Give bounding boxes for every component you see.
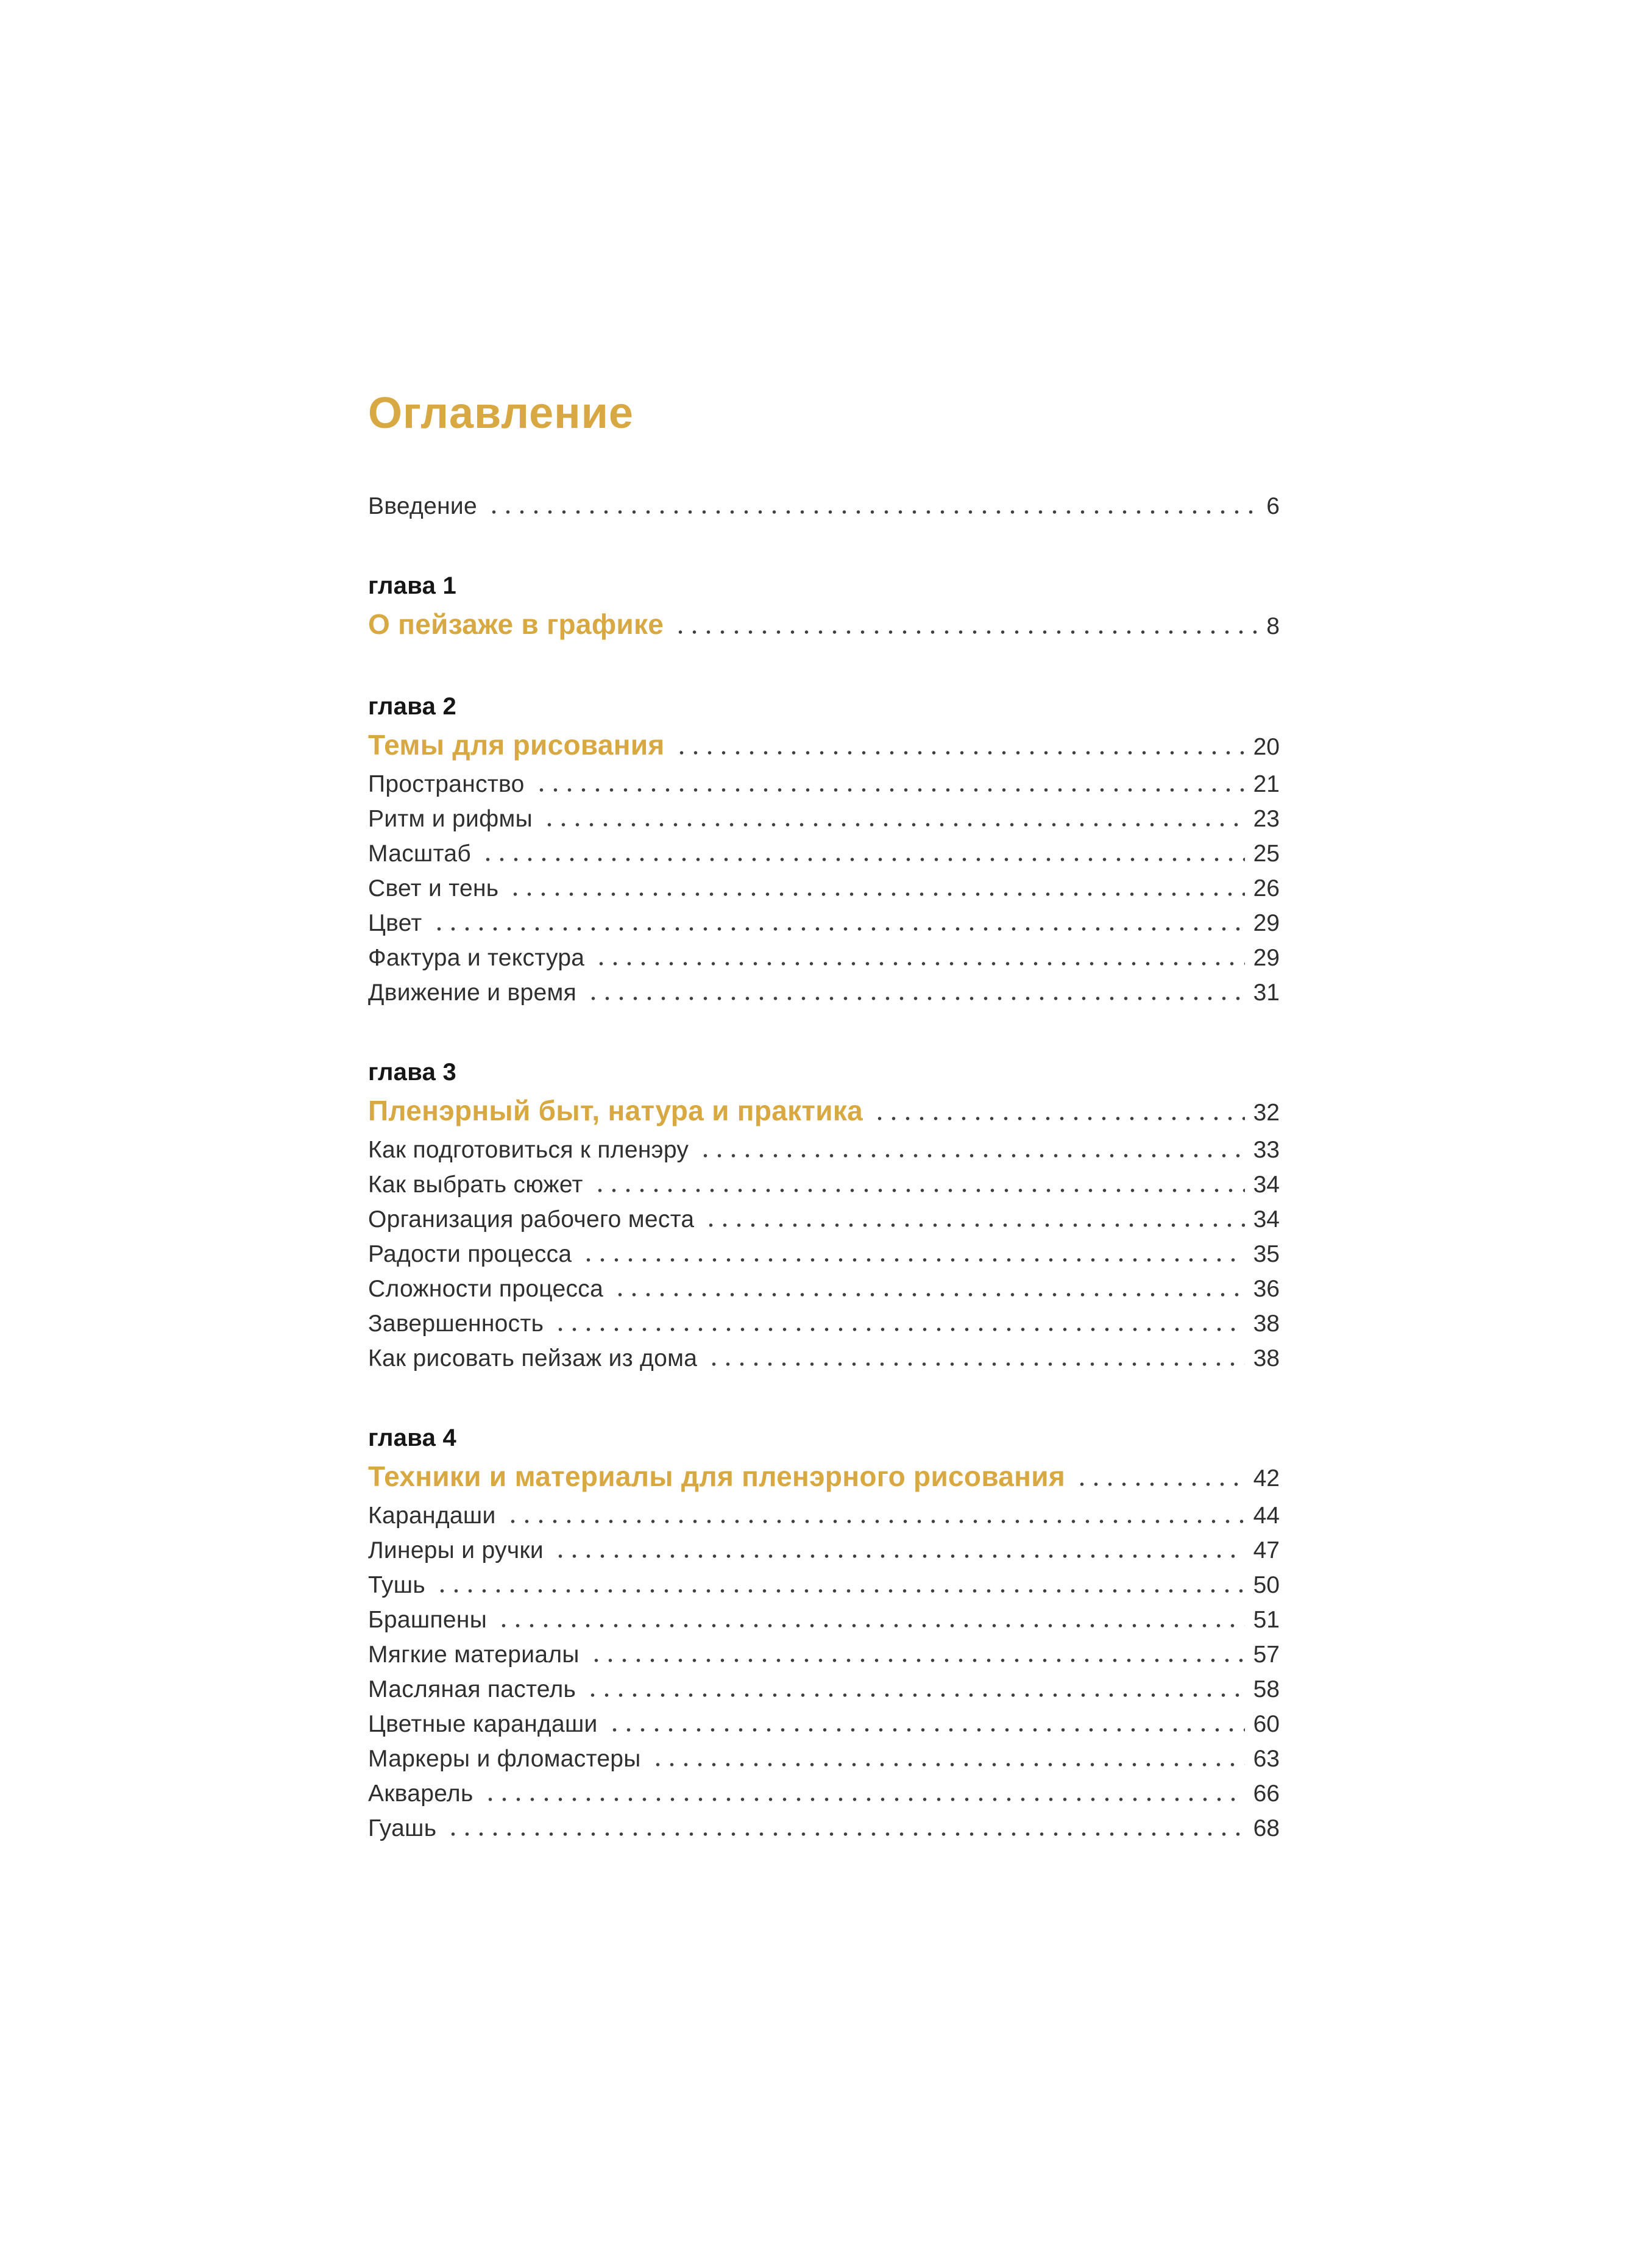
toc-entry-label: Гуашь: [368, 1815, 437, 1841]
toc-entry-page: 66: [1253, 1780, 1280, 1807]
toc-entry: [368, 1133, 1280, 1167]
toc-entry-page: 32: [1253, 1100, 1280, 1126]
chapter-items: [368, 767, 1280, 1010]
toc-entry: [368, 1568, 1280, 1602]
chapter-title-row: [368, 725, 1280, 765]
toc-entry: [368, 1237, 1280, 1272]
toc-entry-label: Линеры и ручки: [368, 1537, 544, 1563]
toc-entry-label: Как подготовиться к пленэру: [368, 1137, 689, 1163]
dot-leader: [506, 1520, 1245, 1523]
toc-entry-page: 25: [1253, 841, 1280, 867]
chapter-title: О пейзаже в графике: [368, 608, 664, 640]
dot-leader: [594, 962, 1244, 966]
dot-leader: [483, 1798, 1245, 1801]
toc-content: [368, 390, 1280, 1846]
toc-entry-page: 42: [1253, 1465, 1280, 1492]
toc-entry: [368, 1741, 1280, 1776]
toc-entry-page: 38: [1253, 1311, 1280, 1337]
toc-entry-page: 34: [1253, 1172, 1280, 1198]
dot-leader: [1075, 1482, 1245, 1486]
dot-leader: [608, 1728, 1245, 1732]
dot-leader: [481, 858, 1245, 861]
toc-entry-page: 20: [1253, 734, 1280, 760]
page-title: Оглавление: [368, 389, 634, 438]
toc-entry: [368, 802, 1280, 836]
toc-entry-label: Мягкие материалы: [368, 1642, 580, 1668]
dot-leader: [497, 1624, 1245, 1627]
dot-leader: [593, 1189, 1245, 1192]
toc-entry: [368, 767, 1280, 802]
chapter-label: глава 4: [368, 1425, 457, 1451]
toc-entry-label: Фактура и текстура: [368, 945, 585, 971]
toc-entry: [368, 1498, 1280, 1533]
toc-entry-page: 58: [1253, 1676, 1280, 1702]
toc-entry-label: Цветные карандаши: [368, 1711, 598, 1737]
chapter-label: глава 2: [368, 693, 457, 720]
toc-entry-label: Сложности процесса: [368, 1276, 604, 1302]
toc-entry-label: Масляная пастель: [368, 1676, 576, 1702]
toc-entry-label: Как выбрать сюжет: [368, 1172, 583, 1198]
toc-entry: [368, 836, 1280, 871]
toc-entry-label: Ритм и рифмы: [368, 806, 533, 832]
dot-leader: [704, 1223, 1244, 1227]
toc-entry-page: 31: [1253, 980, 1280, 1006]
dot-leader: [581, 1258, 1244, 1262]
toc-entry-page: 21: [1253, 771, 1280, 797]
toc-entry-page: 23: [1253, 806, 1280, 832]
toc-entry: [368, 1167, 1280, 1202]
toc-entry-page: 57: [1253, 1642, 1280, 1668]
toc-entry: [368, 1776, 1280, 1811]
toc-entry: [368, 975, 1280, 1010]
toc-entry-page: 36: [1253, 1276, 1280, 1302]
dot-leader: [586, 997, 1245, 1000]
chapter-block: [368, 571, 1280, 644]
toc-entry-page: 35: [1253, 1241, 1280, 1267]
chapter-label: глава 1: [368, 572, 457, 599]
chapter-title-row: [368, 1456, 1280, 1496]
dot-leader: [542, 823, 1245, 827]
toc-entry: [368, 1272, 1280, 1306]
dot-leader: [675, 751, 1245, 755]
toc-entry-page: 51: [1253, 1607, 1280, 1633]
toc-entry-page: 44: [1253, 1503, 1280, 1529]
toc-entry: [368, 489, 1280, 524]
chapter-block: [368, 1423, 1280, 1846]
chapter-title-row: [368, 604, 1280, 644]
toc-entry-page: 60: [1253, 1711, 1280, 1737]
toc-entry-label: Движение и время: [368, 980, 576, 1006]
toc-entry: [368, 1306, 1280, 1341]
chapter-block: [368, 1058, 1280, 1376]
toc-entry-label: Радости процесса: [368, 1241, 572, 1267]
toc-entry-label: Пространство: [368, 771, 525, 797]
toc-entry: [368, 1811, 1280, 1846]
dot-leader: [487, 510, 1258, 514]
dot-leader: [698, 1154, 1244, 1158]
dot-leader: [873, 1117, 1245, 1120]
chapter-title: Темы для рисования: [368, 729, 665, 761]
toc-entry-page: 47: [1253, 1537, 1280, 1563]
toc-entry-label: Акварель: [368, 1780, 473, 1807]
toc-entry: [368, 1707, 1280, 1741]
chapter-items: [368, 1133, 1280, 1376]
toc-entry: [368, 1341, 1280, 1376]
chapter-label: глава 3: [368, 1059, 457, 1086]
chapter-title: Пленэрный быт, натура и практика: [368, 1095, 863, 1126]
dot-leader: [508, 892, 1244, 896]
chapter-block: [368, 692, 1280, 1010]
dot-leader: [651, 1763, 1245, 1766]
dot-leader: [432, 927, 1245, 931]
toc-entry-page: 8: [1266, 613, 1280, 639]
toc-entry: [368, 1533, 1280, 1568]
toc-entry: [368, 1672, 1280, 1707]
dot-leader: [707, 1362, 1244, 1366]
toc-entry-page: 63: [1253, 1746, 1280, 1772]
toc-entry-page: 38: [1253, 1345, 1280, 1371]
toc-entry-label: Цвет: [368, 910, 422, 936]
toc-entry-label: Масштаб: [368, 841, 471, 867]
toc-entry: [368, 1637, 1280, 1672]
dot-leader: [534, 788, 1245, 792]
chapter-items: [368, 1498, 1280, 1846]
toc-entry-page: 50: [1253, 1572, 1280, 1598]
dot-leader: [553, 1554, 1245, 1558]
toc-entry-page: 6: [1266, 493, 1280, 519]
toc-entry-label: Тушь: [368, 1572, 425, 1598]
dot-leader: [435, 1589, 1245, 1593]
toc-entry-page: 26: [1253, 875, 1280, 902]
toc-entry: [368, 1202, 1280, 1237]
toc-entry-label: Карандаши: [368, 1503, 496, 1529]
toc-entry-label: Введение: [368, 493, 477, 519]
toc-entry: [368, 941, 1280, 975]
chapter-title: Техники и материалы для пленэрного рисования: [368, 1460, 1065, 1492]
dot-leader: [553, 1328, 1244, 1331]
toc-entry-page: 29: [1253, 945, 1280, 971]
dot-leader: [446, 1832, 1244, 1836]
toc-entry: [368, 1602, 1280, 1637]
toc-entry: [368, 871, 1280, 906]
toc-entry-page: 29: [1253, 910, 1280, 936]
toc-entry-label: Маркеры и фломастеры: [368, 1746, 641, 1772]
dot-leader: [589, 1659, 1245, 1662]
dot-leader: [613, 1293, 1245, 1297]
toc-entry-label: Свет и тень: [368, 875, 499, 902]
toc-entry: [368, 906, 1280, 941]
dot-leader: [586, 1693, 1244, 1697]
toc-entry-label: Завершенность: [368, 1311, 544, 1337]
dot-leader: [673, 630, 1258, 634]
toc-entry-label: Как рисовать пейзаж из дома: [368, 1345, 698, 1371]
toc-entry-page: 33: [1253, 1137, 1280, 1163]
chapter-title-row: [368, 1090, 1280, 1131]
toc-entry-page: 68: [1253, 1815, 1280, 1841]
toc-entry-label: Организация рабочего места: [368, 1206, 695, 1232]
toc-entry-page: 34: [1253, 1206, 1280, 1232]
toc-entry-label: Брашпены: [368, 1607, 487, 1633]
